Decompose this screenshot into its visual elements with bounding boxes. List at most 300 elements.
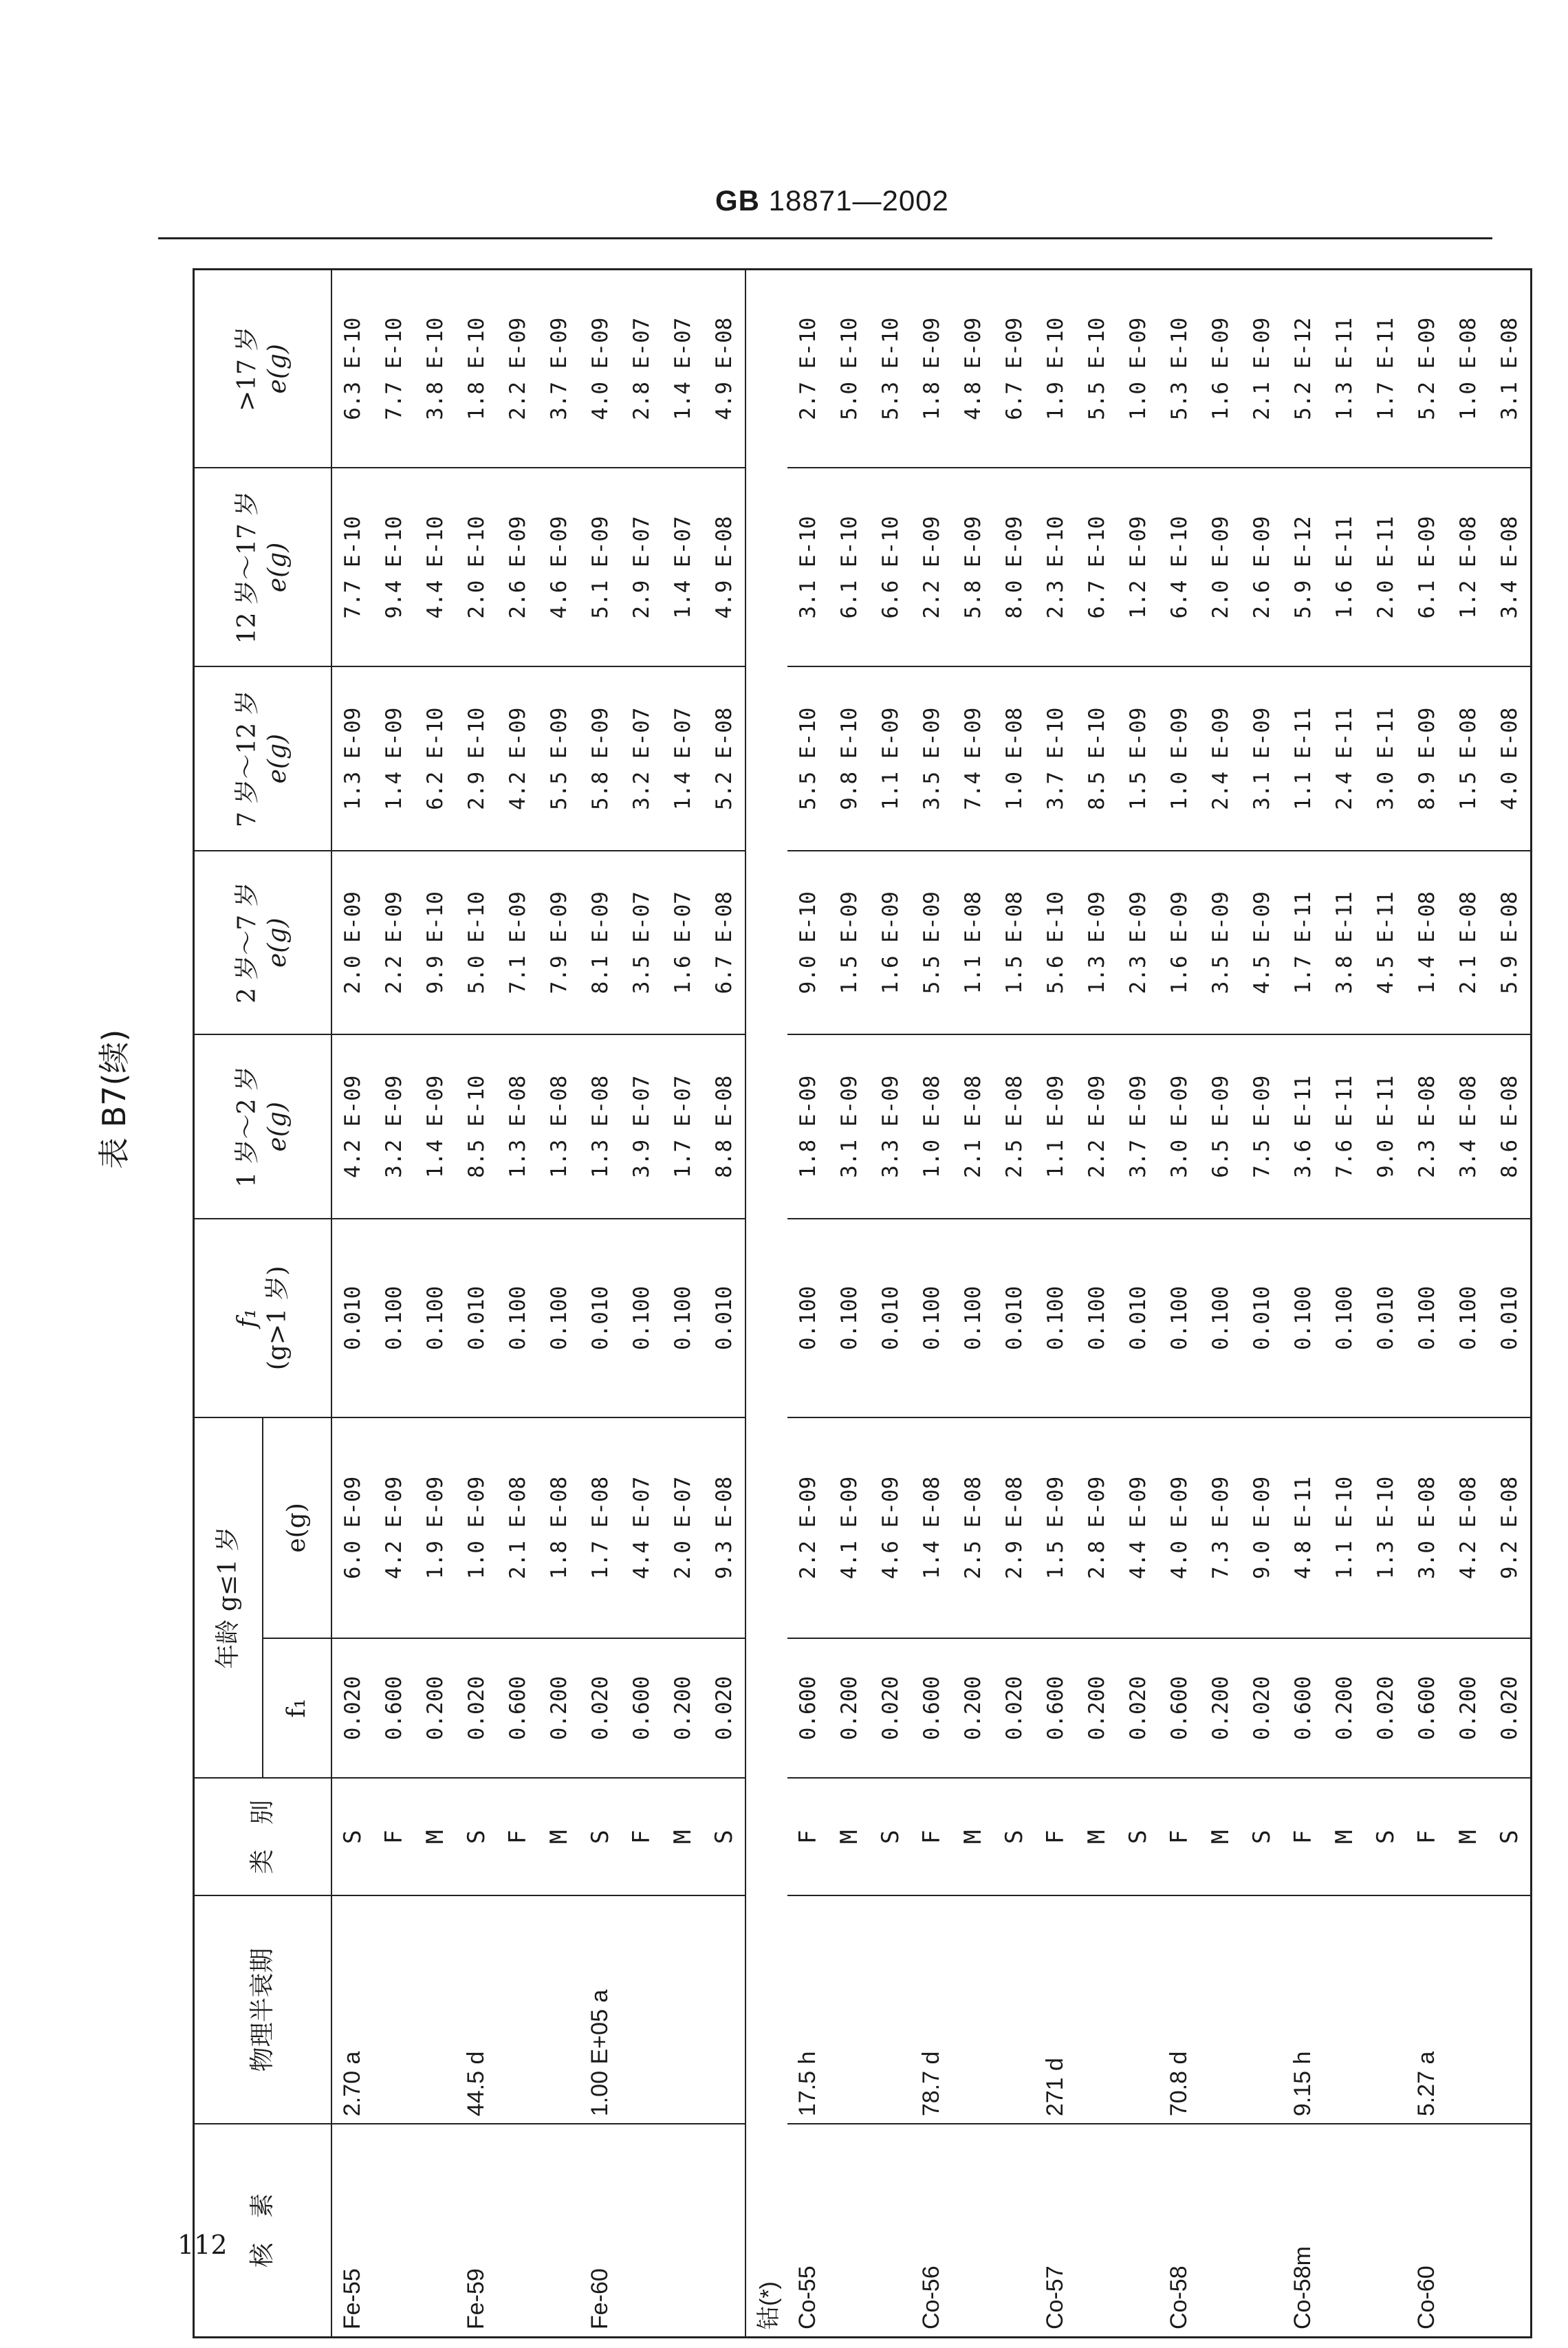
cell-half-life: 1.00 E+05 a (580, 1895, 621, 2124)
cell-age-1-2: 4.2 E-09 (331, 1034, 373, 1219)
cell-age-12-17: 8.0 E-09 (994, 468, 1035, 667)
cell-nuclide: Co-58 (1159, 2124, 1200, 2337)
cell-f1-gt1: 0.010 (1365, 1219, 1406, 1417)
cell-age-2-7: 9.0 E-10 (787, 851, 829, 1035)
cell-half-life (1448, 1895, 1489, 2124)
cell-e-g: 4.8 E-11 (1283, 1417, 1324, 1638)
cell-age-7-12: 1.3 E-09 (331, 666, 373, 851)
cell-nuclide: Fe-55 (331, 2124, 373, 2337)
cell-f1: 0.600 (1159, 1638, 1200, 1778)
cell-age-gt17: 3.1 E-08 (1489, 270, 1532, 468)
table-row (952, 270, 994, 2338)
cell-e-g: 9.2 E-08 (1489, 1417, 1532, 1638)
cell-age-gt17: 2.2 E-09 (497, 270, 538, 468)
col-age-2-7 (194, 851, 331, 1035)
cell-e-g: 1.1 E-10 (1324, 1417, 1365, 1638)
cell-f1: 0.200 (1324, 1638, 1365, 1778)
table-row (1283, 270, 1324, 2338)
col-f1: f₁ (263, 1638, 331, 1778)
cell-age-1-2: 2.3 E-08 (1406, 1034, 1448, 1219)
cell-half-life (829, 1895, 870, 2124)
cell-f1: 0.200 (829, 1638, 870, 1778)
cell-half-life (1241, 1895, 1283, 2124)
table-row (1118, 270, 1159, 2338)
cell-f1: 0.200 (538, 1638, 580, 1778)
cell-age-2-7: 5.9 E-08 (1489, 851, 1532, 1035)
cell-f1: 0.200 (1200, 1638, 1241, 1778)
cell-age-12-17: 5.9 E-12 (1283, 468, 1324, 667)
col-age-gt17-label: >17 岁 (232, 326, 261, 411)
cell-age-7-12: 5.5 E-10 (787, 666, 829, 851)
table-row (994, 270, 1035, 2338)
cell-f1: 0.200 (1448, 1638, 1489, 1778)
cell-age-12-17: 2.0 E-11 (1365, 468, 1406, 667)
cell-class: M (415, 1778, 456, 1895)
cell-nuclide: Co-60 (1406, 2124, 1448, 2337)
cell-age-2-7: 3.5 E-07 (621, 851, 662, 1035)
cell-age-7-12: 3.1 E-09 (1241, 666, 1283, 851)
cell-f1: 0.600 (497, 1638, 538, 1778)
cell-f1-gt1: 0.100 (538, 1219, 580, 1417)
cell-age-7-12: 5.8 E-09 (580, 666, 621, 851)
cell-age-12-17: 4.6 E-09 (538, 468, 580, 667)
cell-e-g: 4.4 E-07 (621, 1417, 662, 1638)
cell-f1-gt1: 0.100 (415, 1219, 456, 1417)
cell-e-g: 9.0 E-09 (1241, 1417, 1283, 1638)
cell-age-12-17: 6.1 E-10 (829, 468, 870, 667)
table-row (415, 270, 456, 2338)
cell-f1: 0.200 (1076, 1638, 1118, 1778)
cell-half-life (497, 1895, 538, 2124)
cell-age-2-7: 5.6 E-10 (1035, 851, 1076, 1035)
cell-age-2-7: 1.5 E-08 (994, 851, 1035, 1035)
cell-f1: 0.200 (952, 1638, 994, 1778)
table-row (1365, 270, 1406, 2338)
cell-age-gt17: 4.0 E-09 (580, 270, 621, 468)
cell-age-7-12: 5.2 E-08 (704, 666, 745, 851)
cell-f1-gt1: 0.010 (1489, 1219, 1532, 1417)
cell-age-12-17: 3.4 E-08 (1489, 468, 1532, 667)
cell-f1-gt1: 0.100 (1159, 1219, 1200, 1417)
cell-age-7-12: 4.2 E-09 (497, 666, 538, 851)
table-row (331, 270, 373, 2338)
cell-age-2-7: 3.5 E-09 (1200, 851, 1241, 1035)
cell-age-gt17: 1.8 E-09 (911, 270, 952, 468)
cell-nuclide (870, 2124, 911, 2337)
cell-age-1-2: 8.6 E-08 (1489, 1034, 1532, 1219)
cell-e-g: 4.0 E-09 (1159, 1417, 1200, 1638)
cell-age-gt17: 4.8 E-09 (952, 270, 994, 468)
cell-nuclide (1324, 2124, 1365, 2337)
cell-age-1-2: 8.5 E-10 (456, 1034, 497, 1219)
cell-age-7-12: 9.8 E-10 (829, 666, 870, 851)
cell-age-gt17: 3.8 E-10 (415, 270, 456, 468)
cell-age-7-12: 2.4 E-11 (1324, 666, 1365, 851)
cell-age-7-12: 3.2 E-07 (621, 666, 662, 851)
cell-half-life (1076, 1895, 1118, 2124)
cell-age-2-7: 9.9 E-10 (415, 851, 456, 1035)
cell-age-2-7: 3.8 E-11 (1324, 851, 1365, 1035)
header-rule (158, 237, 1492, 239)
col-age-7-12-label: 7 岁～12 岁 (232, 690, 261, 827)
cell-e-g: 1.3 E-10 (1365, 1417, 1406, 1638)
cell-class: F (497, 1778, 538, 1895)
col-class: 类 别 (194, 1778, 331, 1895)
cell-f1: 0.600 (1035, 1638, 1076, 1778)
cell-age-7-12: 4.0 E-08 (1489, 666, 1532, 851)
cell-f1-gt1: 0.100 (1324, 1219, 1365, 1417)
cell-age-gt17: 3.7 E-09 (538, 270, 580, 468)
cell-age-12-17: 4.9 E-08 (704, 468, 745, 667)
cell-age-7-12: 1.1 E-11 (1283, 666, 1324, 851)
cell-nuclide (1200, 2124, 1241, 2337)
cell-f1-gt1: 0.010 (994, 1219, 1035, 1417)
cell-f1-gt1: 0.100 (1200, 1219, 1241, 1417)
cell-nuclide (621, 2124, 662, 2337)
cell-half-life: 78.7 d (911, 1895, 952, 2124)
cell-class: S (580, 1778, 621, 1895)
cell-f1-gt1: 0.100 (1035, 1219, 1076, 1417)
cell-age-1-2: 1.8 E-09 (787, 1034, 829, 1219)
cell-age-2-7: 4.5 E-09 (1241, 851, 1283, 1035)
table-row (1324, 270, 1365, 2338)
table-row (787, 270, 829, 2338)
cell-nuclide: Fe-59 (456, 2124, 497, 2337)
cell-nuclide (373, 2124, 415, 2337)
cell-e-g: 2.9 E-08 (994, 1417, 1035, 1638)
table-row (829, 270, 870, 2338)
cell-age-7-12: 3.5 E-09 (911, 666, 952, 851)
cell-class: S (331, 1778, 373, 1895)
cell-f1: 0.600 (911, 1638, 952, 1778)
cell-f1: 0.200 (662, 1638, 704, 1778)
col-age-12-17-unit: e(g) (263, 542, 292, 593)
cell-age-7-12: 1.0 E-09 (1159, 666, 1200, 851)
cell-nuclide (1365, 2124, 1406, 2337)
cell-age-7-12: 6.2 E-10 (415, 666, 456, 851)
cell-age-1-2: 3.0 E-09 (1159, 1034, 1200, 1219)
cell-class: S (704, 1778, 745, 1895)
cell-half-life (994, 1895, 1035, 2124)
cell-f1-gt1: 0.010 (1241, 1219, 1283, 1417)
cell-f1-gt1: 0.010 (580, 1219, 621, 1417)
cell-nuclide: Co-58m (1283, 2124, 1324, 2337)
cell-age-2-7: 1.6 E-09 (870, 851, 911, 1035)
cell-age-1-2: 3.6 E-11 (1283, 1034, 1324, 1219)
cell-age-12-17: 2.0 E-09 (1200, 468, 1241, 667)
cell-f1: 0.020 (1365, 1638, 1406, 1778)
cell-nuclide (1076, 2124, 1118, 2337)
cell-nuclide: Co-57 (1035, 2124, 1076, 2337)
cell-e-g: 9.3 E-08 (704, 1417, 745, 1638)
cell-f1-gt1: 0.100 (1406, 1219, 1448, 1417)
cell-class: M (662, 1778, 704, 1895)
cell-e-g: 4.6 E-09 (870, 1417, 911, 1638)
col-half-life: 物理半衰期 (194, 1895, 331, 2124)
cell-class: F (1035, 1778, 1076, 1895)
cell-e-g: 6.0 E-09 (331, 1417, 373, 1638)
element-label-cobalt: 钴(*) (745, 270, 787, 2338)
cell-e-g: 2.5 E-08 (952, 1417, 994, 1638)
cell-class: M (952, 1778, 994, 1895)
cell-f1-gt1: 0.010 (456, 1219, 497, 1417)
cell-nuclide (994, 2124, 1035, 2337)
cell-half-life (1200, 1895, 1241, 2124)
cell-age-7-12: 1.5 E-08 (1448, 666, 1489, 851)
table-row (1076, 270, 1118, 2338)
cell-class: S (994, 1778, 1035, 1895)
cell-half-life (704, 1895, 745, 2124)
cell-age-gt17: 6.7 E-09 (994, 270, 1035, 468)
cell-f1: 0.600 (1406, 1638, 1448, 1778)
cell-class: F (1283, 1778, 1324, 1895)
cell-age-12-17: 2.0 E-10 (456, 468, 497, 667)
cell-class: S (456, 1778, 497, 1895)
cell-age-12-17: 9.4 E-10 (373, 468, 415, 667)
cell-age-12-17: 1.4 E-07 (662, 468, 704, 667)
table-row (373, 270, 415, 2338)
cell-age-1-2: 1.7 E-07 (662, 1034, 704, 1219)
cell-age-7-12: 7.4 E-09 (952, 666, 994, 851)
cell-age-gt17: 5.2 E-12 (1283, 270, 1324, 468)
cell-age-7-12: 1.5 E-09 (1118, 666, 1159, 851)
table-row (456, 270, 497, 2338)
cell-f1: 0.020 (870, 1638, 911, 1778)
cell-half-life: 271 d (1035, 1895, 1076, 2124)
cell-age-gt17: 1.3 E-11 (1324, 270, 1365, 468)
cell-age-gt17: 2.8 E-07 (621, 270, 662, 468)
cell-nuclide: Co-55 (787, 2124, 829, 2337)
cell-age-12-17: 2.9 E-07 (621, 468, 662, 667)
cell-f1-gt1: 0.100 (1448, 1219, 1489, 1417)
cell-e-g: 1.0 E-09 (456, 1417, 497, 1638)
cell-age-gt17: 1.7 E-11 (1365, 270, 1406, 468)
cell-half-life (373, 1895, 415, 2124)
cell-nuclide (538, 2124, 580, 2337)
cell-nuclide (1489, 2124, 1532, 2337)
cell-class: S (1365, 1778, 1406, 1895)
col-age-2-7-unit: e(g) (263, 917, 292, 968)
cell-f1: 0.020 (1489, 1638, 1532, 1778)
cell-f1-gt1: 0.010 (331, 1219, 373, 1417)
cell-class: F (911, 1778, 952, 1895)
cell-half-life (1489, 1895, 1532, 2124)
cell-f1-gt1: 0.100 (662, 1219, 704, 1417)
cell-e-g: 1.4 E-08 (911, 1417, 952, 1638)
cell-nuclide (415, 2124, 456, 2337)
table-row (1241, 270, 1283, 2338)
cell-age-7-12: 8.5 E-10 (1076, 666, 1118, 851)
cell-nuclide (952, 2124, 994, 2337)
cell-age-12-17: 6.4 E-10 (1159, 468, 1200, 667)
cell-age-2-7: 5.0 E-10 (456, 851, 497, 1035)
cell-f1-gt1: 0.100 (829, 1219, 870, 1417)
cell-class: F (1159, 1778, 1200, 1895)
cell-age-12-17: 4.4 E-10 (415, 468, 456, 667)
cell-e-g: 2.8 E-09 (1076, 1417, 1118, 1638)
table-row (662, 270, 704, 2338)
cell-e-g: 2.0 E-07 (662, 1417, 704, 1638)
cell-age-2-7: 1.3 E-09 (1076, 851, 1118, 1035)
cell-age-gt17: 5.5 E-10 (1076, 270, 1118, 468)
cell-age-7-12: 1.4 E-07 (662, 666, 704, 851)
cell-half-life (952, 1895, 994, 2124)
cell-half-life (870, 1895, 911, 2124)
cell-age-gt17: 1.8 E-10 (456, 270, 497, 468)
cell-age-gt17: 1.4 E-07 (662, 270, 704, 468)
cell-age-1-2: 3.3 E-09 (870, 1034, 911, 1219)
cell-e-g: 4.2 E-09 (373, 1417, 415, 1638)
cell-age-2-7: 7.1 E-09 (497, 851, 538, 1035)
cell-age-2-7: 2.3 E-09 (1118, 851, 1159, 1035)
cell-nuclide (1118, 2124, 1159, 2337)
cell-half-life (1324, 1895, 1365, 2124)
cell-age-gt17: 7.7 E-10 (373, 270, 415, 468)
cell-age-7-12: 5.5 E-09 (538, 666, 580, 851)
cell-e-g: 4.2 E-08 (1448, 1417, 1489, 1638)
cell-age-12-17: 1.6 E-11 (1324, 468, 1365, 667)
cell-age-1-2: 3.4 E-08 (1448, 1034, 1489, 1219)
col-age-group-le1: 年龄 g≤1 岁 (194, 1417, 263, 1778)
cell-class: F (373, 1778, 415, 1895)
cell-age-12-17: 5.8 E-09 (952, 468, 994, 667)
cell-age-2-7: 2.1 E-08 (1448, 851, 1489, 1035)
cell-age-7-12: 2.9 E-10 (456, 666, 497, 851)
cell-nuclide (829, 2124, 870, 2337)
cell-age-1-2: 3.1 E-09 (829, 1034, 870, 1219)
cell-e-g: 3.0 E-08 (1406, 1417, 1448, 1638)
cell-age-gt17: 1.6 E-09 (1200, 270, 1241, 468)
cell-age-1-2: 8.8 E-08 (704, 1034, 745, 1219)
table-row (497, 270, 538, 2338)
cell-f1: 0.600 (1283, 1638, 1324, 1778)
cell-half-life: 70.8 d (1159, 1895, 1200, 2124)
cell-age-1-2: 3.7 E-09 (1118, 1034, 1159, 1219)
cell-age-gt17: 5.3 E-10 (870, 270, 911, 468)
cell-class: S (870, 1778, 911, 1895)
cell-age-2-7: 6.7 E-08 (704, 851, 745, 1035)
cell-age-2-7: 2.2 E-09 (373, 851, 415, 1035)
cell-age-gt17: 1.9 E-10 (1035, 270, 1076, 468)
col-f1-gt1 (194, 1219, 331, 1417)
table-row (621, 270, 662, 2338)
col-age-1-2-unit: e(g) (263, 1101, 292, 1152)
cell-e-g: 4.1 E-09 (829, 1417, 870, 1638)
cell-age-gt17: 5.2 E-09 (1406, 270, 1448, 468)
cell-f1: 0.600 (373, 1638, 415, 1778)
col-age-gt17 (194, 270, 331, 468)
cell-f1-gt1: 0.010 (704, 1219, 745, 1417)
cell-age-12-17: 6.6 E-10 (870, 468, 911, 667)
rotated-table-container (193, 268, 1523, 2338)
element-group-row (745, 270, 787, 2338)
cell-age-1-2: 7.6 E-11 (1324, 1034, 1365, 1219)
cell-age-7-12: 3.7 E-10 (1035, 666, 1076, 851)
cell-half-life: 44.5 d (456, 1895, 497, 2124)
cell-age-12-17: 6.7 E-10 (1076, 468, 1118, 667)
cell-half-life: 5.27 a (1406, 1895, 1448, 2124)
cell-age-1-2: 2.2 E-09 (1076, 1034, 1118, 1219)
cell-age-1-2: 2.5 E-08 (994, 1034, 1035, 1219)
cell-age-12-17: 1.2 E-08 (1448, 468, 1489, 667)
cell-age-gt17: 5.0 E-10 (829, 270, 870, 468)
cell-age-gt17: 6.3 E-10 (331, 270, 373, 468)
cell-age-1-2: 9.0 E-11 (1365, 1034, 1406, 1219)
cell-age-1-2: 2.1 E-08 (952, 1034, 994, 1219)
table-row (1489, 270, 1532, 2338)
cell-half-life (415, 1895, 456, 2124)
table-row (538, 270, 580, 2338)
cell-age-1-2: 1.3 E-08 (580, 1034, 621, 1219)
table-row (1035, 270, 1076, 2338)
cell-half-life: 9.15 h (1283, 1895, 1324, 2124)
page-number: 112 (177, 2230, 228, 2260)
cell-age-1-2: 3.2 E-09 (373, 1034, 415, 1219)
cell-class: S (1241, 1778, 1283, 1895)
cell-age-2-7: 1.4 E-08 (1406, 851, 1448, 1035)
col-age-12-17 (194, 468, 331, 667)
cell-f1: 0.020 (456, 1638, 497, 1778)
cell-age-gt17: 4.9 E-08 (704, 270, 745, 468)
standard-code: 18871—2002 (768, 184, 949, 217)
table-row (1448, 270, 1489, 2338)
cell-age-2-7: 5.5 E-09 (911, 851, 952, 1035)
cell-e-g: 1.5 E-09 (1035, 1417, 1076, 1638)
cell-f1-gt1: 0.010 (1118, 1219, 1159, 1417)
cell-age-7-12: 2.4 E-09 (1200, 666, 1241, 851)
col-age-gt17-unit: e(g) (263, 344, 292, 394)
table-caption: 表 B7(续) (96, 1029, 133, 1169)
cell-f1-gt1: 0.100 (621, 1219, 662, 1417)
cell-age-1-2: 1.4 E-09 (415, 1034, 456, 1219)
cell-class: M (1324, 1778, 1365, 1895)
table-row (704, 270, 745, 2338)
cell-f1: 0.020 (1241, 1638, 1283, 1778)
cell-class: F (1406, 1778, 1448, 1895)
cell-e-g: 1.9 E-09 (415, 1417, 456, 1638)
cell-half-life: 2.70 a (331, 1895, 373, 2124)
cell-age-1-2: 7.5 E-09 (1241, 1034, 1283, 1219)
col-f1-gt1-bottom: (g>1 岁) (263, 1265, 292, 1371)
cell-f1-gt1: 0.100 (952, 1219, 994, 1417)
cell-f1-gt1: 0.100 (497, 1219, 538, 1417)
cell-age-2-7: 1.1 E-08 (952, 851, 994, 1035)
cell-age-gt17: 5.3 E-10 (1159, 270, 1200, 468)
cell-class: M (829, 1778, 870, 1895)
cell-age-1-2: 6.5 E-09 (1200, 1034, 1241, 1219)
cell-age-1-2: 1.1 E-09 (1035, 1034, 1076, 1219)
table-row (1200, 270, 1241, 2338)
cell-age-2-7: 8.1 E-09 (580, 851, 621, 1035)
table-row (870, 270, 911, 2338)
cell-age-2-7: 4.5 E-11 (1365, 851, 1406, 1035)
cell-f1: 0.600 (621, 1638, 662, 1778)
col-age-12-17-label: 12 岁～17 岁 (232, 490, 261, 644)
col-age-2-7-label: 2 岁～7 岁 (232, 882, 261, 1004)
cell-f1: 0.020 (580, 1638, 621, 1778)
cell-class: S (1118, 1778, 1159, 1895)
col-age-1-2 (194, 1034, 331, 1219)
cell-age-2-7: 2.0 E-09 (331, 851, 373, 1035)
cell-half-life (538, 1895, 580, 2124)
cell-f1: 0.200 (415, 1638, 456, 1778)
cell-nuclide (1241, 2124, 1283, 2337)
cell-e-g: 2.1 E-08 (497, 1417, 538, 1638)
cell-f1-gt1: 0.100 (787, 1219, 829, 1417)
cell-age-gt17: 1.0 E-09 (1118, 270, 1159, 468)
cell-e-g: 2.2 E-09 (787, 1417, 829, 1638)
table-row (911, 270, 952, 2338)
